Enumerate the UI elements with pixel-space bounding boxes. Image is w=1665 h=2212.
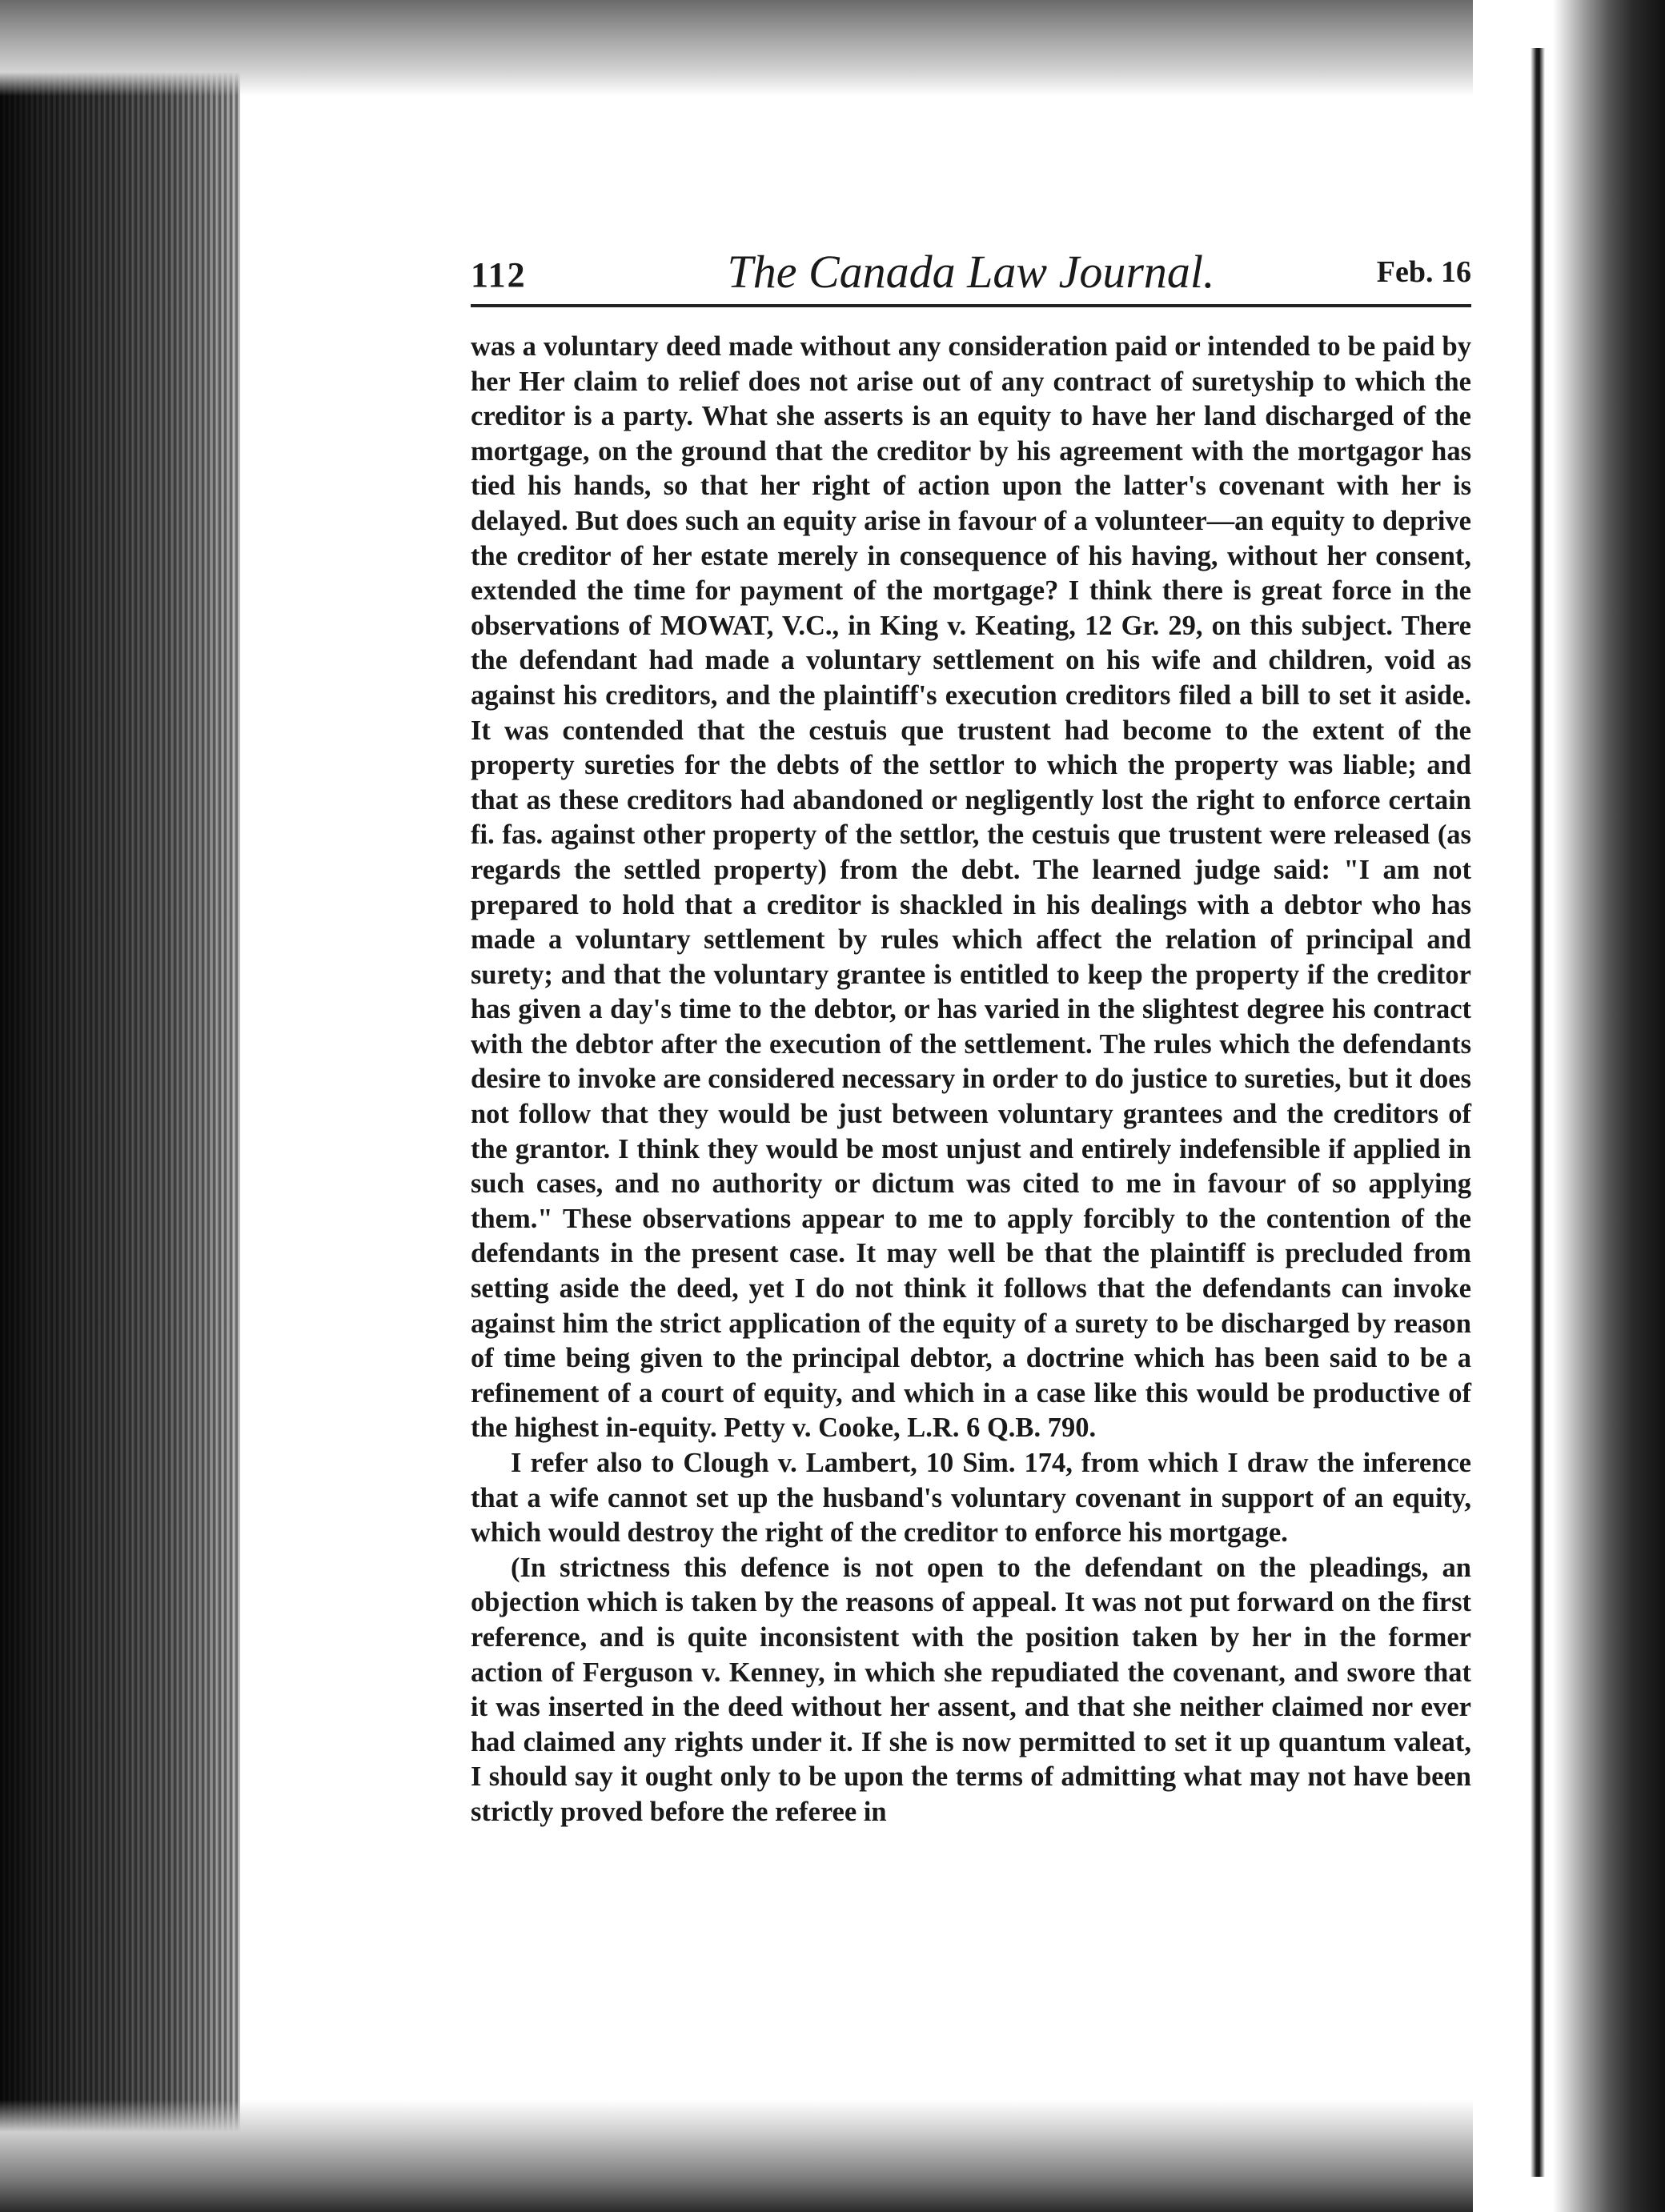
scan-top-edge (0, 0, 1665, 96)
running-head (471, 240, 1471, 307)
scan-left-edge (0, 0, 240, 2212)
scan-bottom-edge (0, 2100, 1665, 2212)
page-number: 112 (471, 255, 527, 295)
journal-title: The Canada Law Journal. (727, 246, 1215, 298)
body-text (471, 330, 1471, 1830)
paragraph: I refer also to Clough v. Lambert, 10 Sim. 174, from which I draw the inference that a wife cannot set up the husband's voluntary covenant in support of an equity, which would destroy the right of the creditor to enforce his mortgage. (471, 1448, 1471, 1549)
paragraph: (In strictness this defence is not open to the defendant on the pleadings, an objection which is taken by the reasons of appeal. It was not put forward on the first reference, and is quite inconsistent with the position taken by her in the former action of Ferguson v. Kenney, in which she repudiated the covenant, and swore that it was inserted in the deed without her assent, and that she neither claimed nor ever had claimed any rights under it. If she is now permitted to set it up quantum valeat, I should say it ought only to be upon the terms of admitting what may not have been strictly proved before the referee in (471, 1552, 1471, 1827)
paragraph: was a voluntary deed made without any consideration paid or intended to be paid by her Her claim to relief does not arise out of any contract of suretyship to which the creditor is a party. What she asserts is an equity to have her land discharged of the mortgage, on the ground that the creditor by his agreement with the mortgagor has tied his hands, so that her right of action upon the latter's covenant with her is delayed. But does such an equity arise in favour of a volunteer—an equity to deprive the creditor of her estate merely in consequence of his having, without her consent, extended the time for payment of the mortgage? I think there is great force in the observations of MOWAT, V.C., in King v. Keating, 12 Gr. 29, on this subject. There the defendant had made a voluntary settlement on his wife and children, void as against his creditors, and the plaintiff's execution creditors filed a bill to set it aside. It was contended that the cestuis que trustent had become to the extent of the property sureties for the debts of the settlor to which the property was liable; and that as these creditors had abandoned or negligently lost the right to enforce certain fi. fas. against other property of the settlor, the cestuis que trustent were released (as regards the settled property) from the debt. The learned judge said: "I am not prepared to hold that a creditor is shackled in his dealings with a debtor who has made a voluntary settlement by rules which affect the relation of principal and surety; and that the voluntary grantee is entitled to keep the property if the creditor has given a day's time to the debtor, or has varied in the slightest degree his contract with the debtor after the execution of the settlement. The rules which the defendants desire to invoke are considered necessary in order to do justice to sureties, but it does not follow that they would be just between voluntary grantees and the creditors of the grantor. I think they would be most unjust and entirely indefensible if applied in such cases, and no authority or dictum was cited to me in favour of so applying them." These observations appear to me to apply forcibly to the contention of the defendants in the present case. It may well be that the plaintiff is precluded from setting aside the deed, yet I do not think it follows that the defendants can invoke against him the strict application of the equity of a surety to be discharged by reason of time being given to the principal debtor, a doctrine which has been said to be a refinement of a court of equity, and which in a case like this would be productive of the highest in-equity. Petty v. Cooke, L.R. 6 Q.B. 790. (471, 331, 1471, 1444)
issue-date: Feb. 16 (1376, 255, 1471, 289)
document-page (471, 240, 1471, 1830)
scan-right-edge (1473, 0, 1665, 2212)
scan-right-binding (1531, 48, 1545, 2177)
